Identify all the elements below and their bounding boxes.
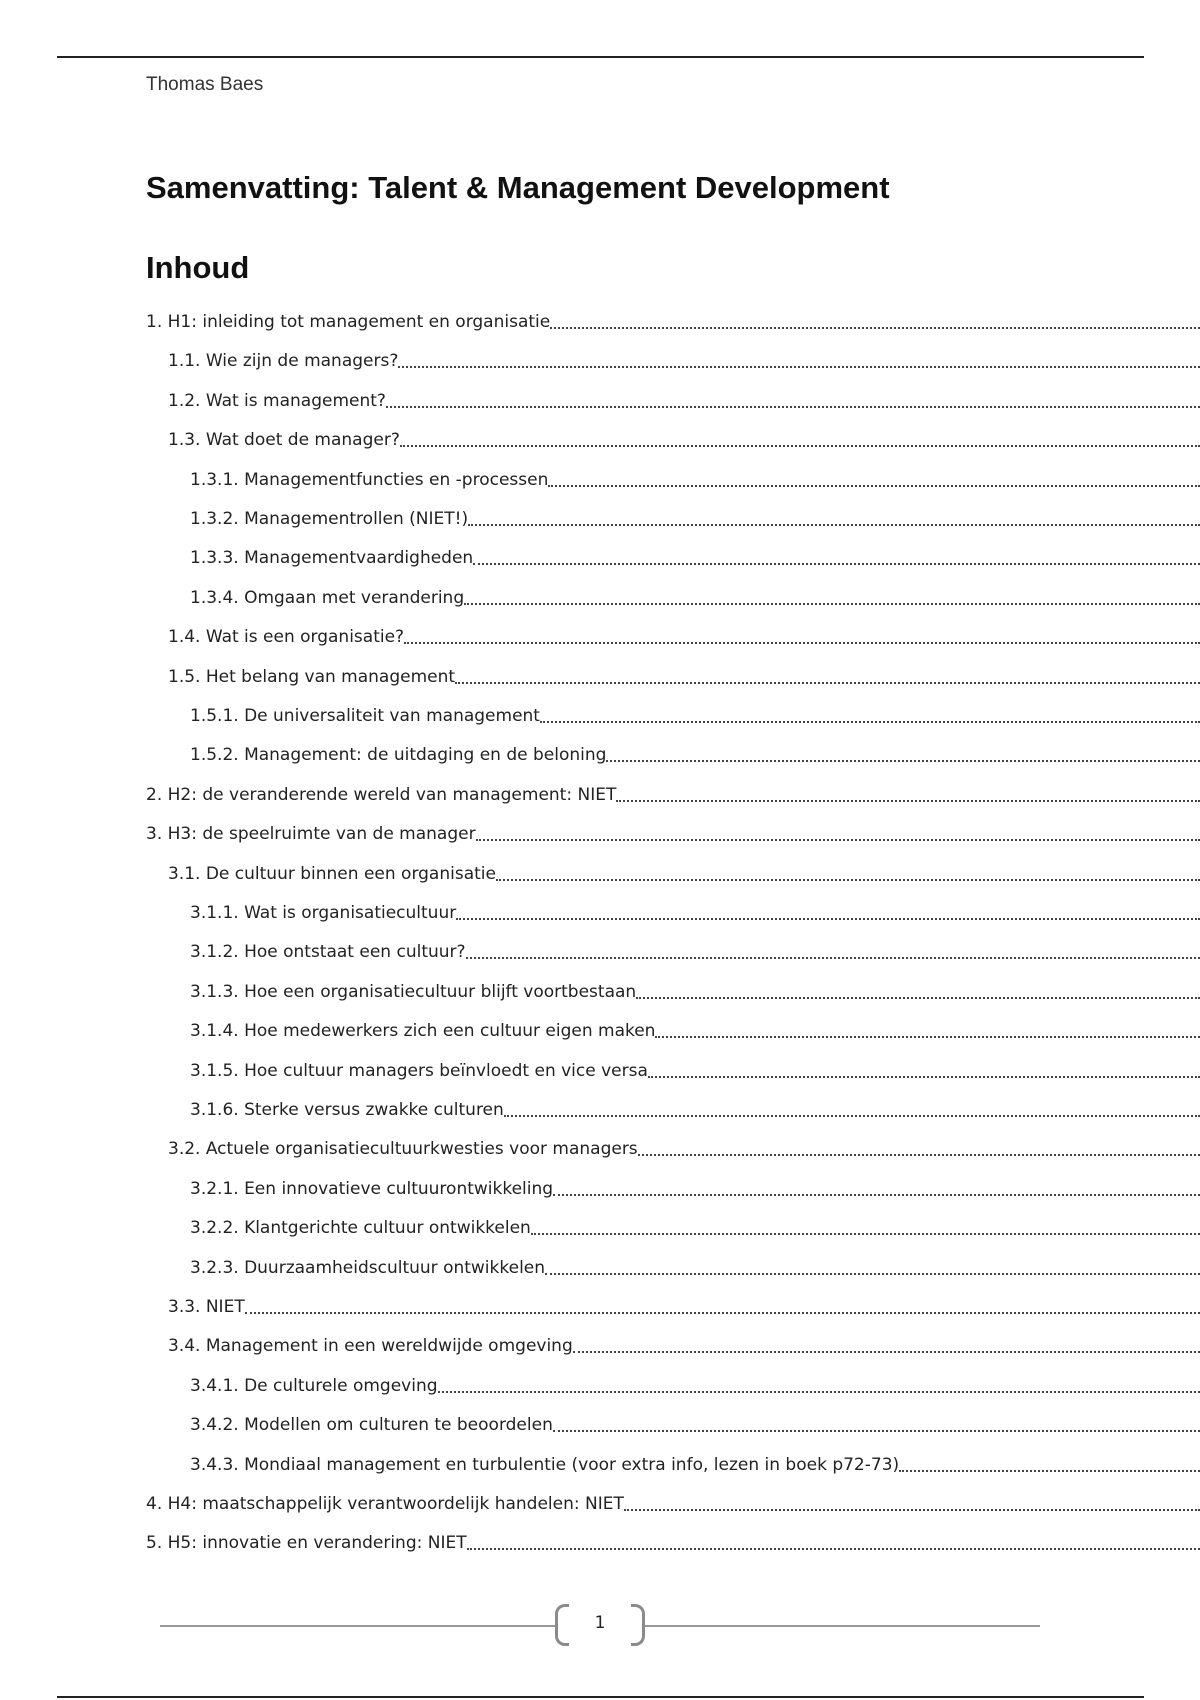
toc-dot-leader — [616, 796, 1200, 802]
toc-entry-label: 3.1.2. Hoe ontstaat een cultuur? — [190, 942, 466, 962]
toc-entry-label: 1.3.4. Omgaan met verandering — [190, 588, 465, 608]
toc-dot-leader — [386, 402, 1200, 408]
toc-entry-label: 1. H1: inleiding tot management en organisatie — [146, 312, 551, 332]
toc-entry[interactable] — [146, 775, 1200, 805]
toc-dot-leader — [573, 1347, 1200, 1353]
document-title: Samenvatting: Talent & Management Development — [146, 170, 890, 205]
toc-entry-label: 3.4.1. De culturele omgeving — [190, 1376, 438, 1396]
toc-dot-leader — [473, 559, 1200, 565]
toc-entry-label: 3.4.3. Mondiaal management en turbulentie (voor extra info, lezen in boek p72-73) — [190, 1455, 900, 1475]
toc-entry[interactable] — [190, 499, 1200, 529]
toc-entry-label: 3.2. Actuele organisatiecultuurkwesties voor managers — [168, 1139, 638, 1159]
toc-dot-leader — [467, 1544, 1200, 1550]
toc-entry-label: 3.3. NIET — [168, 1297, 245, 1317]
toc-entry-label: 1.1. Wie zijn de managers? — [168, 351, 399, 371]
toc-entry[interactable] — [190, 538, 1200, 568]
toc-dot-leader — [476, 835, 1200, 841]
toc-dot-leader — [636, 993, 1200, 999]
toc-entry[interactable] — [190, 1445, 1200, 1475]
toc-entry[interactable] — [190, 1366, 1200, 1396]
toc-entry[interactable] — [190, 696, 1200, 726]
toc-entry-label: 1.3. Wat doet de manager? — [168, 430, 400, 450]
toc-entry[interactable] — [146, 814, 1200, 844]
page-number: 1 — [594, 1613, 606, 1633]
toc-dot-leader — [655, 1032, 1200, 1038]
toc-entry-label: 3.4.2. Modellen om culturen te beoordelen — [190, 1415, 553, 1435]
toc-dot-leader — [466, 953, 1200, 959]
toc-entry[interactable] — [168, 341, 1200, 371]
toc-entry-label: 3.1.1. Wat is organisatiecultuur — [190, 903, 457, 923]
toc-entry-label: 1.3.2. Managementrollen (NIET!) — [190, 509, 469, 529]
toc-entry[interactable] — [190, 460, 1200, 490]
toc-entry-label: 1.4. Wat is een organisatie? — [168, 627, 405, 647]
toc-entry-label: 3.1.6. Sterke versus zwakke culturen — [190, 1100, 504, 1120]
toc-dot-leader — [398, 362, 1200, 368]
toc-dot-leader — [531, 1229, 1200, 1235]
toc-entry[interactable] — [190, 1011, 1200, 1041]
toc-entry[interactable] — [190, 1090, 1200, 1120]
toc-entry[interactable] — [190, 735, 1200, 765]
footer-line-left — [160, 1625, 555, 1627]
toc-entry-label: 3.1.4. Hoe medewerkers zich een cultuur eigen maken — [190, 1021, 656, 1041]
toc-entry[interactable] — [190, 1248, 1200, 1278]
toc-dot-leader — [455, 678, 1200, 684]
toc-entry[interactable] — [168, 1287, 1200, 1317]
toc-entry-label: 3.2.2. Klantgerichte cultuur ontwikkelen — [190, 1218, 531, 1238]
toc-entry[interactable] — [190, 1208, 1200, 1238]
toc-heading: Inhoud — [146, 250, 250, 285]
toc-entry-label: 1.5.1. De universaliteit van management — [190, 706, 540, 726]
toc-dot-leader — [464, 599, 1200, 605]
toc-dot-leader — [624, 1505, 1200, 1511]
table-of-contents — [0, 302, 1200, 1552]
toc-entry[interactable] — [190, 1051, 1200, 1081]
toc-dot-leader — [638, 1150, 1200, 1156]
footer-line-right — [645, 1625, 1040, 1627]
toc-entry[interactable] — [190, 893, 1200, 923]
toc-dot-leader — [548, 481, 1200, 487]
toc-entry-label: 1.5. Het belang van management — [168, 667, 456, 687]
toc-dot-leader — [540, 717, 1200, 723]
open-bracket-icon — [555, 1604, 569, 1646]
toc-entry[interactable] — [168, 657, 1200, 687]
toc-dot-leader — [606, 756, 1200, 762]
toc-entry[interactable] — [190, 932, 1200, 962]
toc-dot-leader — [899, 1466, 1200, 1472]
toc-entry[interactable] — [168, 1326, 1200, 1356]
toc-dot-leader — [550, 323, 1200, 329]
toc-entry[interactable] — [168, 1129, 1200, 1159]
toc-entry-label: 1.3.1. Managementfuncties en -processen — [190, 470, 549, 490]
toc-entry-label: 5. H5: innovatie en verandering: NIET — [146, 1533, 467, 1553]
toc-dot-leader — [456, 914, 1200, 920]
toc-entry-label: 3.2.1. Een innovatieve cultuurontwikkeling — [190, 1179, 554, 1199]
toc-entry-label: 2. H2: de veranderende wereld van management: NIET — [146, 785, 617, 805]
toc-entry[interactable] — [168, 617, 1200, 647]
toc-entry-label: 4. H4: maatschappelijk verantwoordelijk handelen: NIET — [146, 1494, 624, 1514]
toc-entry-label: 3.1.5. Hoe cultuur managers beïnvloedt en vice versa — [190, 1061, 648, 1081]
toc-entry[interactable] — [190, 1169, 1200, 1199]
toc-entry-label: 3.1.3. Hoe een organisatiecultuur blijft voortbestaan — [190, 982, 637, 1002]
toc-entry-label: 3.1. De cultuur binnen een organisatie — [168, 864, 496, 884]
toc-dot-leader — [648, 1072, 1200, 1078]
footer-rule — [57, 1696, 1144, 1698]
toc-entry-label: 1.3.3. Managementvaardigheden — [190, 548, 474, 568]
toc-entry-label: 1.2. Wat is management? — [168, 391, 386, 411]
toc-dot-leader — [496, 875, 1200, 881]
toc-entry[interactable] — [190, 972, 1200, 1002]
toc-entry[interactable] — [168, 420, 1200, 450]
toc-entry-label: 3.4. Management in een wereldwijde omgeving — [168, 1336, 573, 1356]
toc-entry-label: 3. H3: de speelruimte van de manager — [146, 824, 476, 844]
page-footer — [160, 1604, 1040, 1648]
toc-dot-leader — [468, 520, 1200, 526]
toc-entry[interactable] — [146, 302, 1200, 332]
toc-dot-leader — [553, 1190, 1200, 1196]
toc-entry[interactable] — [168, 381, 1200, 411]
toc-entry[interactable] — [190, 578, 1200, 608]
toc-entry[interactable] — [168, 854, 1200, 884]
toc-entry[interactable] — [190, 1405, 1200, 1435]
toc-dot-leader — [400, 441, 1200, 447]
header-rule — [57, 56, 1144, 58]
toc-dot-leader — [404, 638, 1200, 644]
toc-entry[interactable] — [146, 1523, 1200, 1553]
toc-dot-leader — [545, 1269, 1200, 1275]
toc-dot-leader — [504, 1111, 1200, 1117]
toc-entry-label: 1.5.2. Management: de uitdaging en de beloning — [190, 745, 607, 765]
toc-entry-label: 3.2.3. Duurzaamheidscultuur ontwikkelen — [190, 1258, 546, 1278]
author-name: Thomas Baes — [146, 74, 264, 95]
close-bracket-icon — [631, 1604, 645, 1646]
toc-entry[interactable] — [146, 1484, 1200, 1514]
toc-dot-leader — [245, 1308, 1200, 1314]
toc-dot-leader — [438, 1387, 1200, 1393]
toc-dot-leader — [553, 1426, 1200, 1432]
